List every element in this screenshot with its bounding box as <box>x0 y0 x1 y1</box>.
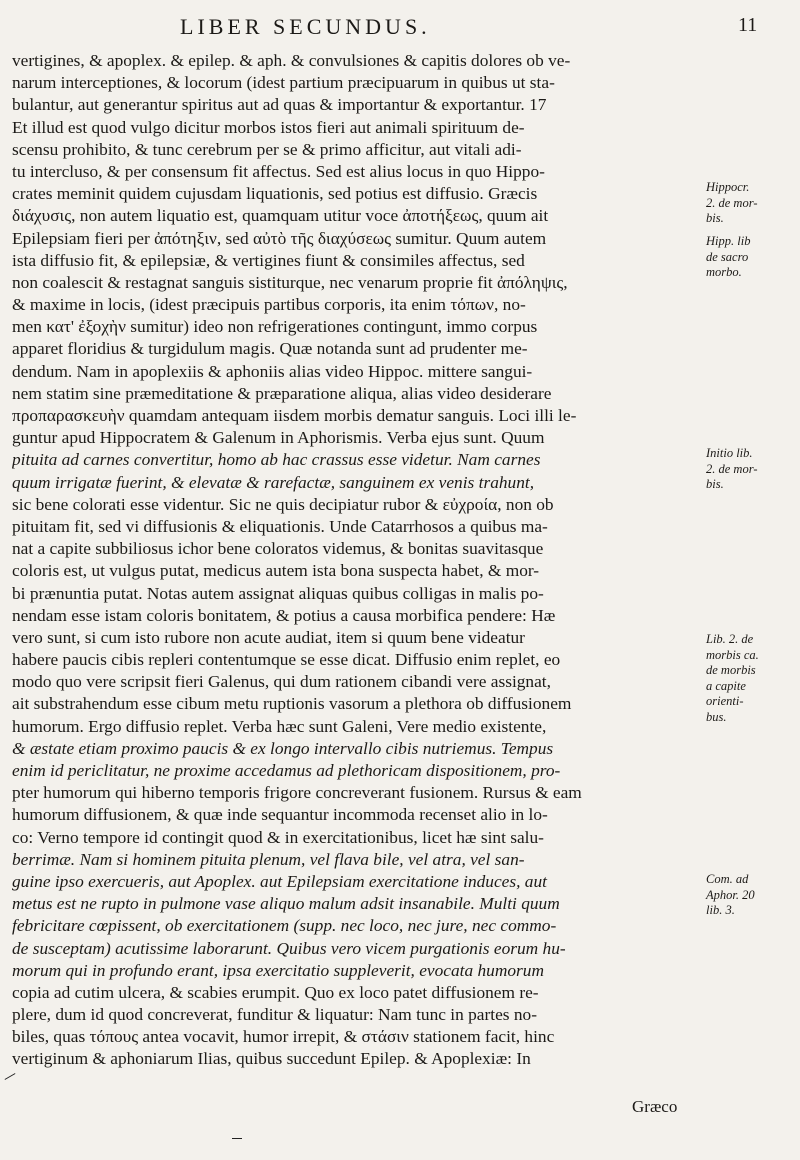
margin-note-line: Hipp. lib <box>706 234 751 248</box>
text-line: habere paucis cibis repleri contentumque se esse dicat. Diffusio enim replet, eo <box>12 650 561 670</box>
text-line: de susceptam) acutissime laborarunt. Quibus vero vicem purgationis eorum hu- <box>12 938 566 958</box>
text-line: apparet floridius & turgidulum magis. Quæ notanda sunt ad prudenter me- <box>12 339 528 359</box>
text-line: nendam esse istam coloris bonitatem, & potius a causa morbifica pendere: Hæ <box>12 605 556 625</box>
text-line: vertigines, & apoplex. & epilep. & aph. & convulsiones & capitis dolores ob ve- <box>12 51 571 70</box>
text-line: non coalescit & restagnat sanguis sistiturque, nec venarum proprie fit ἀπόληψις, <box>12 272 568 292</box>
text-line: biles, quas τόπους antea vocavit, humor irrepit, & στάσιν stationem facit, hinc <box>12 1027 555 1047</box>
margin-note-com-ad-aphor <box>706 872 796 919</box>
text-line: febricitare cœpissent, ob exercitationem (supp. nec loco, nec jure, nec commo- <box>12 916 557 936</box>
text-line: copia ad cutim ulcera, & scabies erumpit. Quo ex loco patet diffusionem re- <box>12 982 539 1002</box>
margin-note-line: Aphor. 20 <box>706 887 755 902</box>
text-line: ista diffusio fit, & epilepsiæ, & vertigines fiunt & consimiles affectus, sed <box>12 250 525 270</box>
text-line: ait substrahendum esse cibum metu ruptionis vasorum a plethora ob diffusionem <box>12 694 572 714</box>
text-line: crates meminit quidem cujusdam liquationis, sed potius est diffusio. Græcis <box>12 184 538 204</box>
text-line: metus est ne rupto in pulmone vase aliquo malum adsit insanabile. Multi quum <box>12 894 560 914</box>
text-line: nat a capite subbiliosus ichor bene coloratos videmus, & bonitas suavitasque <box>12 539 544 559</box>
text-line: vero sunt, si cum isto rubore non acute audiat, item si quum bene videatur <box>12 627 525 647</box>
text-line: narum interceptiones, & locorum (idest partium præcipuarum in quibus ut sta- <box>12 73 555 93</box>
text-line: pituitam fit, sed vi diffusionis & eliquationis. Unde Catarrhosos a quibus ma- <box>12 516 548 536</box>
text-line: men κατ' ἐξοχὴν sumitur) ideo non refrigerationes contingunt, immo corpus <box>12 317 538 337</box>
margin-note-line: de morbis <box>706 663 756 677</box>
margin-note-line: 2. de mor- <box>706 461 758 476</box>
text-line: Epilepsiam fieri per ἀπότηξιν, sed αὐτὸ τῆς διαχύσεως sumitur. Quum autem <box>12 228 547 248</box>
margin-note-hippocr <box>706 180 796 227</box>
text-line: enim id periclitatur, ne proxime accedamus ad plethoricam dispositionem, pro- <box>12 761 561 780</box>
text-line: bi prænuntia putat. Notas autem assignat aliquas quibus colligas in malis po- <box>12 583 544 603</box>
margin-note-lib-de-morbis <box>706 632 796 725</box>
text-line: & æstate etiam proximo paucis & ex longo intervallo cibis nutriemus. Tempus <box>12 738 554 758</box>
text-line: berrimæ. Nam si hominem pituita plenum, vel flava bile, vel atra, vel san- <box>12 849 525 869</box>
margin-note-initio-lib <box>706 446 796 493</box>
margin-note-line: de sacro <box>706 249 749 264</box>
text-line: & maxime in locis, (idest præcipuis partibus corporis, ita enim τόπων, no- <box>12 295 526 315</box>
text-line: quum irrigatæ fuerint, & elevatæ & rarefactæ, sanguinem ex venis trahunt, <box>12 472 535 492</box>
margin-note-line: orienti- <box>706 694 744 708</box>
margin-note-line: lib. 3. <box>706 903 735 917</box>
margin-note-line: Com. ad <box>706 872 749 886</box>
text-line: co: Verno tempore id contingit quod & in exercitationibus, licet hæ sint salu- <box>12 827 544 847</box>
text-line: humorum diffusionem, & quæ inde sequantur incommoda recenset alio in lo- <box>12 805 548 825</box>
margin-note-line: bus. <box>706 709 727 724</box>
text-line: pituita ad carnes convertitur, homo ab hac crassus esse videtur. Nam carnes <box>12 450 541 470</box>
text-line: προπαρασκευὴν quamdam antequam iisdem morbis dematur sanguis. Loci illi le- <box>12 406 577 425</box>
text-line: guine ipso exercueris, aut Apoplex. aut Epilepsiam exercitatione induces, aut <box>12 871 547 891</box>
text-line: coloris est, ut vulgus putat, medicus autem ista bona suspecta habet, & mor- <box>12 561 540 581</box>
ink-mark <box>232 1138 242 1139</box>
margin-note-line: morbo. <box>706 265 742 279</box>
text-line: nem statim sine præmeditatione & præparatione aliqua, alias video desiderare <box>12 383 552 403</box>
text-line: dendum. Nam in apoplexiis & aphoniis alias video Hippoc. mittere sangui- <box>12 361 533 381</box>
main-text-block <box>12 50 704 1071</box>
margin-note-line: Hippocr. <box>706 180 750 194</box>
margin-note-line: Lib. 2. de <box>706 632 754 646</box>
text-line: modo quo vere scripsit fieri Galenus, qui dum rationem cibandi vere assignat, <box>12 672 551 692</box>
margin-note-line: 2. de mor- <box>706 195 758 210</box>
text-line: bulantur, aut generantur spiritus aut ad quas & importantur & exportantur. 17 <box>12 95 547 115</box>
ink-mark <box>5 1073 16 1080</box>
text-line: guntur apud Hippocratem & Galenum in Aphorismis. Verba ejus sunt. Quum <box>12 428 545 448</box>
page-number: 11 <box>738 14 758 36</box>
margin-note-hipp-sacro-morbo <box>706 234 796 281</box>
text-line: tu intercluso, & per consensum fit affectus. Sed est alius locus in quo Hippo- <box>12 161 545 181</box>
text-line: vertiginum & aphoniarum Ilias, quibus succedunt Epilep. & Apoplexiæ: In <box>12 1049 531 1069</box>
running-head: LIBER SECUNDUS. <box>180 14 431 39</box>
text-line: scensu prohibito, & tunc cerebrum per se & primo afficitur, aut vitali adi- <box>12 139 522 159</box>
margin-note-line: bis. <box>706 211 724 225</box>
text-line: Et illud est quod vulgo dicitur morbos istos fieri aut animali spirituum de- <box>12 117 525 137</box>
margin-note-line: bis. <box>706 477 724 491</box>
text-line: διάχυσις, non autem liquatio est, quamquam utitur voce ἀποτήξεως, quum ait <box>12 206 549 226</box>
text-line: sic bene colorati esse videntur. Sic ne quis decipiatur rubor & εὐχροία, non ob <box>12 494 554 514</box>
margin-note-line: a capite <box>706 678 746 693</box>
text-line: pter humorum qui hiberno temporis frigore concreverant fusionem. Rursus & eam <box>12 783 582 803</box>
catchword: Græco <box>632 1097 678 1116</box>
text-line: humorum. Ergo diffusio replet. Verba hæc sunt Galeni, Vere medio existente, <box>12 716 547 736</box>
margin-note-line: Initio lib. <box>706 446 753 460</box>
text-line: morum qui in profundo erant, ipsa exercitatio suppleverit, evocata humorum <box>12 960 544 980</box>
text-line: plere, dum id quod concreverat, funditur & liquatur: Nam tunc in partes no- <box>12 1005 537 1025</box>
margin-note-line: morbis ca. <box>706 647 759 662</box>
